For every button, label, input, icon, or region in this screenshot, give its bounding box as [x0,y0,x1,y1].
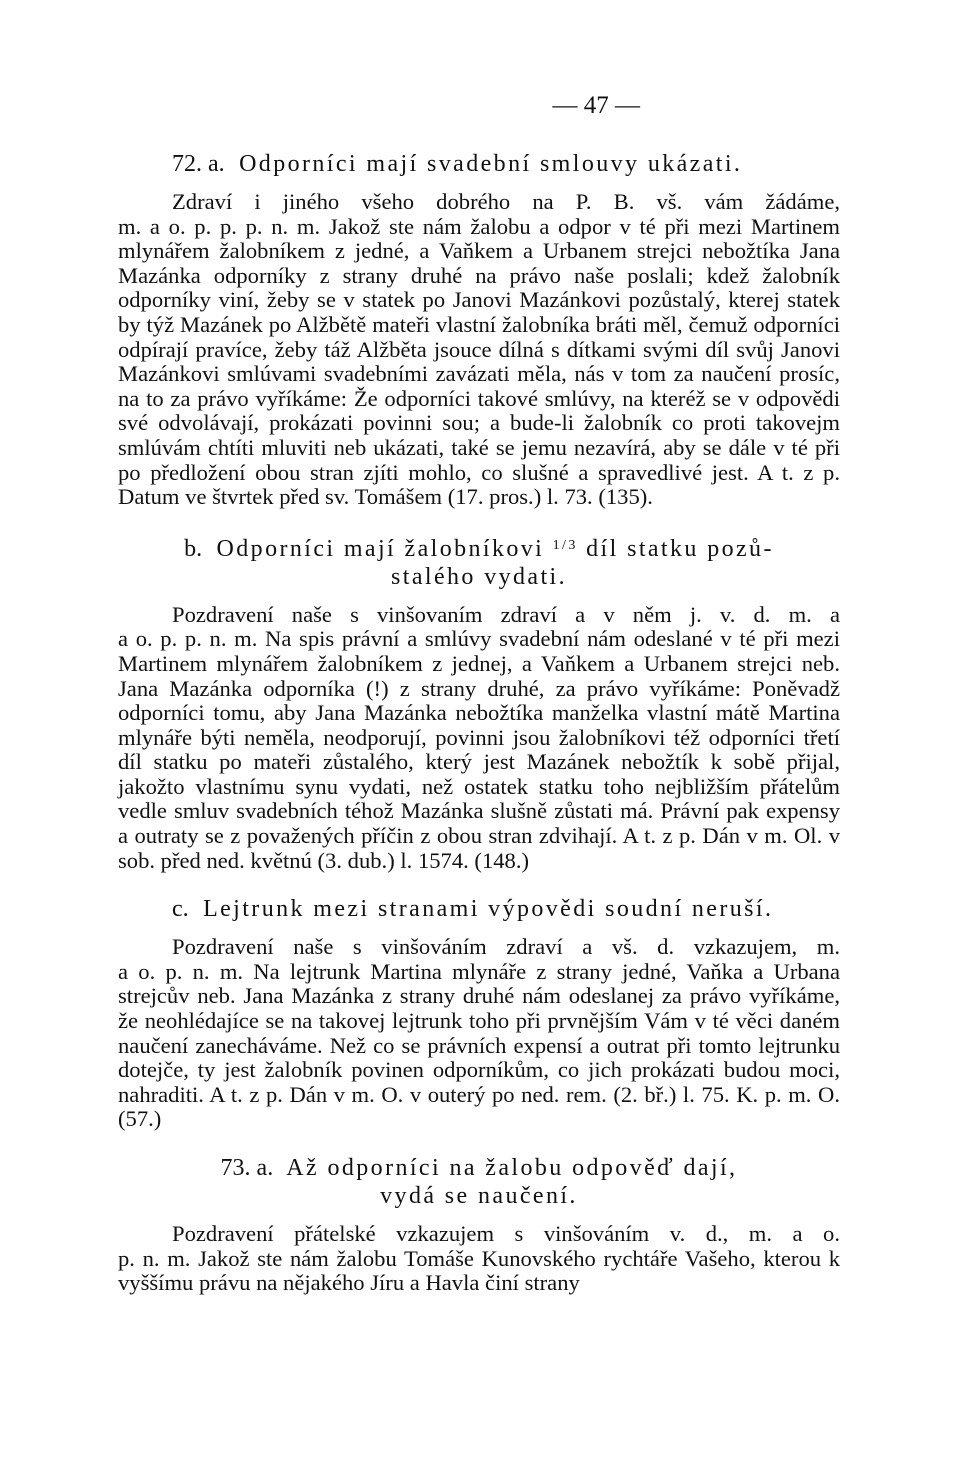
section-paragraph [118,603,840,874]
section-number: c. [172,896,189,923]
section-72b [118,532,840,874]
paragraph-first-line: Pozdravení naše s vinšovaním zdraví a v něm j. v. d. m. a [172,601,840,627]
section-paragraph [118,190,840,510]
section-heading [118,1154,840,1210]
section-paragraph [118,935,840,1132]
section-title-line-1: b. Odporníci mají žalobníkovi $^{1/3}$ díl statku pozů- [184,535,774,562]
section-title-line-1: 73. a. Až odporníci na žalobu odpověď dají, [220,1155,738,1181]
section-73a [118,1154,840,1296]
section-72c [118,895,840,1132]
section-number: 73. a. [220,1155,274,1181]
paragraph-first-line: Pozdravení přátelské vzkazujem s vinšováním v. d., m. a o. [172,1221,840,1246]
section-title-line-2: vydá se naučení. [380,1183,578,1209]
section-title: Lejtrunk mezi stranami výpovědi soudní neruší. [203,896,774,923]
section-heading [118,150,840,178]
section-number: 72. a. [172,151,225,177]
section-paragraph [118,1222,840,1296]
section-72a [118,150,840,510]
page-number: — 47 — [552,92,640,119]
paragraph-body: a o. p. n. m. Na lejtrunk Martina mlynáře z strany jedné, Vaňka a Urbana strejcův neb. Jana Mazánka z strany druhé nám odeslanej za právo vyříkáme, že neohlédajíce se na takovej lejtrunk toho při prvnějším Vám v té věci daném naučení zanecháváme. Než co se právních expensí a outrat při tomto lejtrunku dotejče, ty jest žalobník povinen odporníkům, co jich prokázati budou moci, nahraditi. A t. z p. Dán v m. O. v outerý po ned. rem. (2. bř.) l. 75. K. p. m. O. (57.) [118,958,840,1132]
fraction: 1/3 [552,537,578,553]
section-heading [118,532,840,591]
paragraph-first-line: Pozdravení naše s vinšováním zdraví a vš. d. vzkazujem, m. [172,934,840,960]
paragraph-body: p. n. m. Jakož ste nám žalobu Tomáše Kunovského rychtáře Vašeho, kterou k vyššímu právu na nějakého Jíru a Havla činí strany [118,1245,840,1296]
paragraph-body: a o. p. p. n. m. Na spis právní a smlúvy svadební nám odeslané v té při mezi Martinem mlynářem žalobníkem z jednej, a Vaňkem a Urbanem strejci neb. Jana Mazánka odporníka (!) z strany druhé, za právo vyříkáme: Poněvadž odporníci tomu, aby Jana Mazánka nebožtíka manželka vlastní mátě Martina mlynáře býti neměla, neodporují, povinni jsou žalobníkovi též odporníci třetí díl statku po mateři zůstalého, který jest Mazánek nebožtík k sobě přijal, jakožto vlastnímu synu vydati, než ostatek statku toho nejbližším přátelům vedle smluv svadebních téhož Mazánka slušně zůstati má. Právní pak expensy a outraty se z považených příčin z obou stran zdvihají. A t. z p. Dán v m. Ol. v sob. před ned. květnú (3. dub.) l. 1574. (148.) [118,626,840,873]
document-page [118,92,840,1318]
section-title-line-2: stalého vydati. [391,563,567,590]
paragraph-first-line: Zdraví i jiného všeho dobrého na P. B. vš. vám žádáme, [172,189,840,214]
paragraph-body: m. a o. p. p. p. n. m. Jakož ste nám žalobu a odpor v té při mezi Martinem mlynářem žalobníkem z jedné, a Vaňkem a Urbanem strejci nebožtíka Jana Mazánka odporníky z strany druhé na právo naše poslali; kdež žalobník odporníky viní, žeby se v statek po Janovi Mazánkovi pozůstalý, kterej statek by týž Mazánek po Alžbětě mateři vlastní žalobníka bráti měl, čemuž odporníci odpírají pravíce, žeby táž Alžběta jsouce dílná s dítkami svými díl svůj Janovi Mazánkovi smlúvami svadebními zavázati měla, nás v tom za naučení prosíc, na to za právo vyříkáme: Že odporníci takové smlúvy, na kteréž se v odpovědi své odvolávají, prokázati povinni sou; a bude-li žalobník co proti takovejm smlúvám chtíti mluviti neb ukázati, také se jemu nezavírá, aby se dále v té při po předložení obou stran zjíti mohlo, co slušné a spravedlivé jest. A t. z p. Datum ve štvrtek před sv. Tomášem (17. pros.) l. 73. (135). [118,213,840,510]
section-heading [118,895,840,923]
section-number: b. [184,535,203,562]
section-title: Odporníci mají svadební smlouvy ukázati. [239,151,743,177]
